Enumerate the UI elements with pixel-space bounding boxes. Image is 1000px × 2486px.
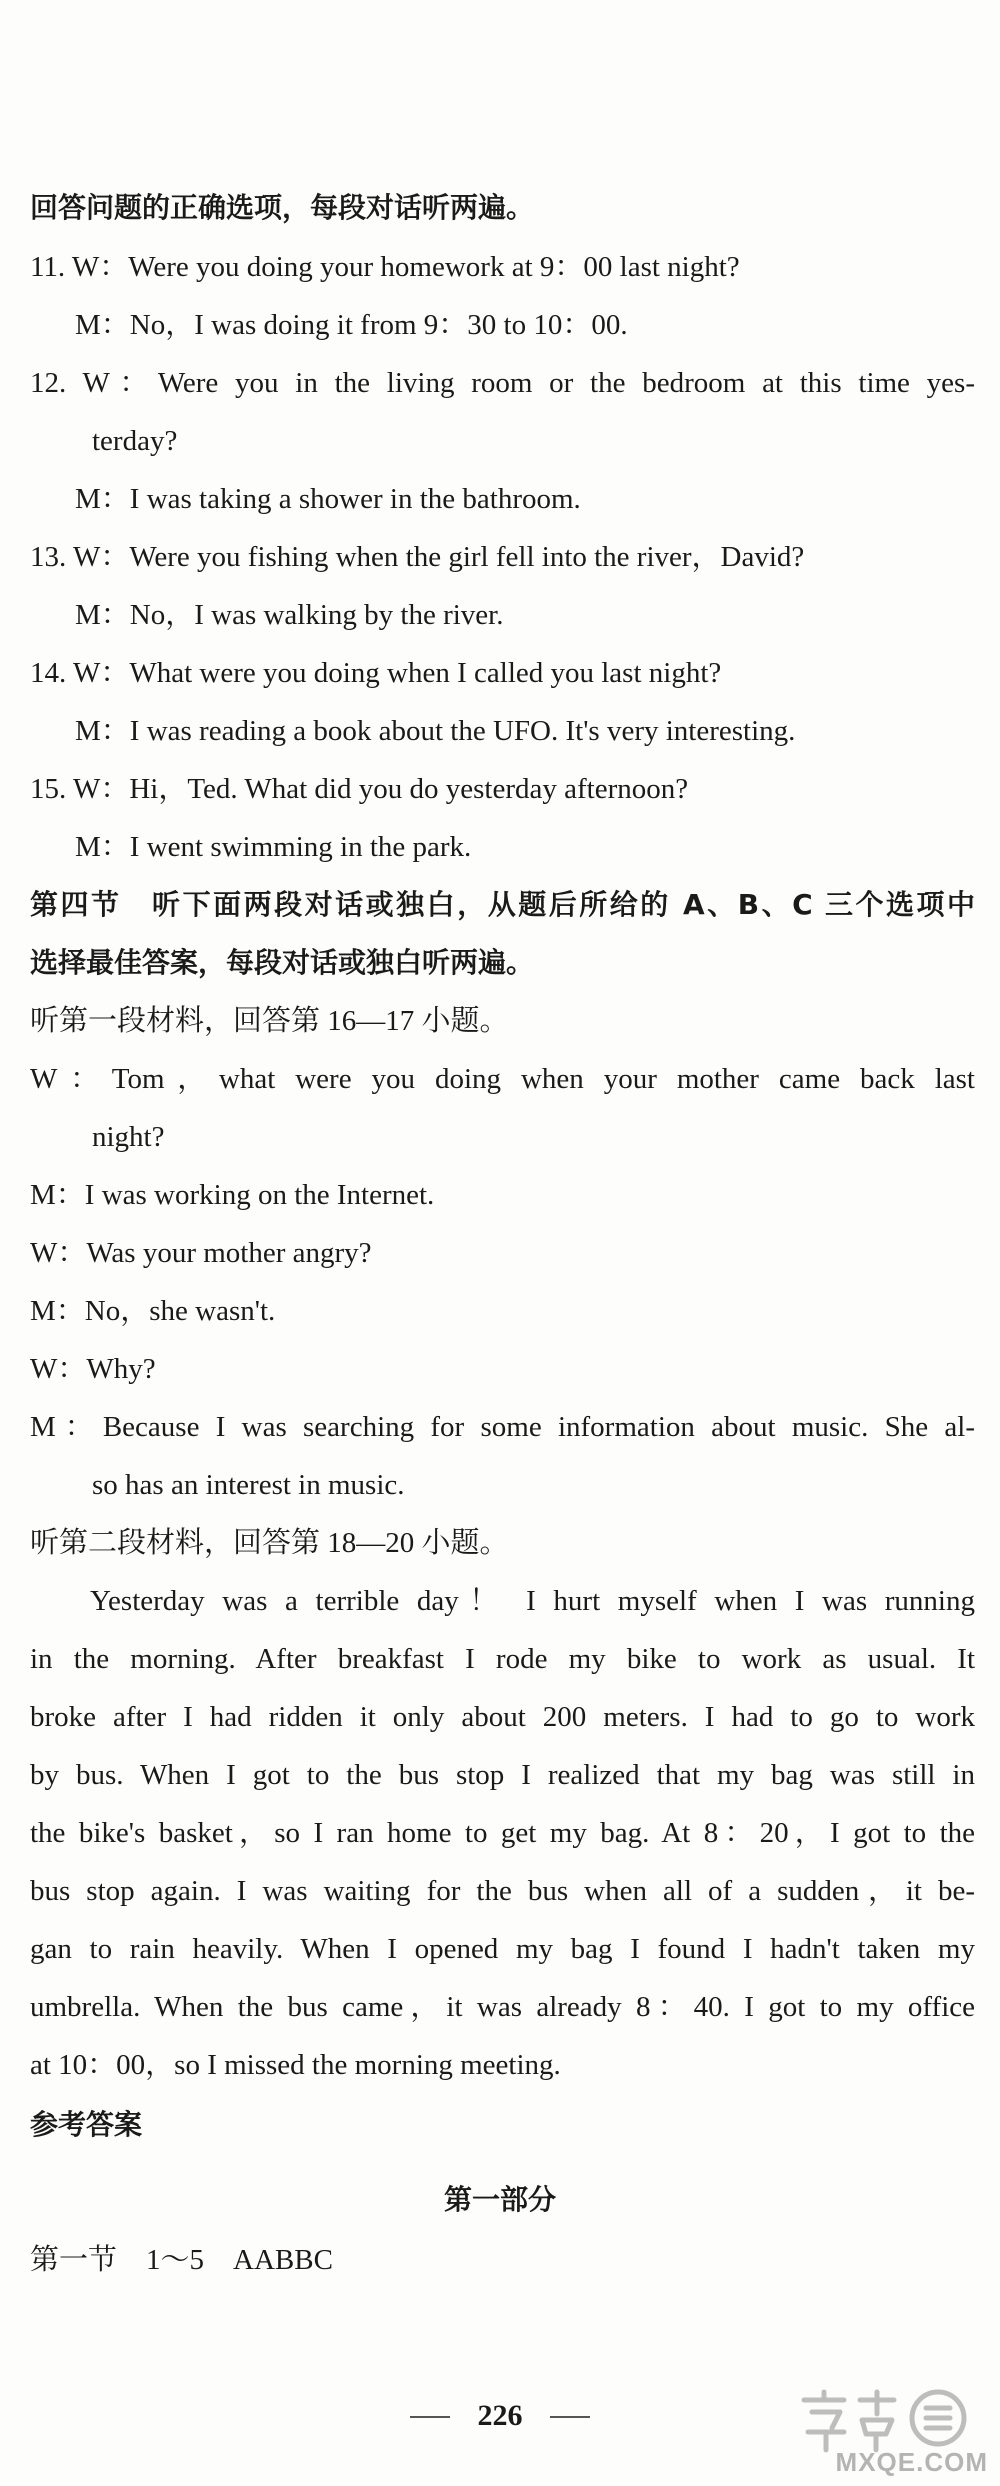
answer-key-heading: 参考答案 bbox=[30, 2108, 143, 2141]
passage-line: the bike's basket，so I ran home to get my bag. At 8：20，I got to the bbox=[30, 1817, 975, 1849]
dialogue-line: 11. W：Were you doing your homework at 9：00 last night? bbox=[30, 251, 740, 283]
passage-line: by bus. When I got to the bus stop I realized that my bag was still in bbox=[30, 1759, 975, 1791]
part-heading: 第一部分 bbox=[443, 2183, 556, 2216]
dialogue-line: M：I went swimming in the park. bbox=[75, 831, 472, 863]
passage-line: gan to rain heavily. When I opened my bag I found I hadn't taken my bbox=[30, 1933, 975, 1965]
dialogue-line: night? bbox=[92, 1121, 165, 1153]
watermark-text: MXQE.COM bbox=[835, 2447, 988, 2477]
passage-line: in the morning. After breakfast I rode my bike to work as usual. It bbox=[30, 1643, 975, 1675]
page-number: 226 bbox=[477, 2399, 523, 2432]
dialogue-line: W：Why? bbox=[30, 1353, 156, 1385]
dialogue-line: so has an interest in music. bbox=[92, 1469, 405, 1501]
dialogue-line: terday? bbox=[92, 425, 178, 457]
passage-line: at 10：00，so I missed the morning meeting. bbox=[30, 2049, 561, 2081]
dialogue-line: M：No，she wasn't. bbox=[30, 1295, 276, 1327]
instruction-text: 回答问题的正确选项，每段对话听两遍。 bbox=[30, 191, 535, 224]
dialogue-line: M：I was taking a shower in the bathroom. bbox=[75, 483, 581, 515]
dialogue-line: M：No，I was walking by the river. bbox=[75, 599, 504, 631]
dialogue-line: M：No，I was doing it from 9：30 to 10：00. bbox=[75, 309, 628, 341]
section-heading: 选择最佳答案，每段对话或独白听两遍。 bbox=[30, 946, 535, 979]
section-heading: 第四节 听下面两段对话或独白，从题后所给的 A、B、C 三个选项中 bbox=[30, 888, 975, 921]
dialogue-line: 13. W：Were you fishing when the girl fell into the river，David? bbox=[30, 541, 805, 573]
passage-line: broke after I had ridden it only about 200 meters. I had to go to work bbox=[30, 1701, 975, 1733]
dialogue-line: W：Tom，what were you doing when your mother came back last bbox=[30, 1063, 975, 1095]
dialogue-line: 15. W：Hi，Ted. What did you do yesterday afternoon? bbox=[30, 773, 689, 805]
dialogue-line: M：Because I was searching for some information about music. She al- bbox=[30, 1411, 975, 1443]
material-label: 听第二段材料，回答第 18—20 小题。 bbox=[30, 1527, 509, 1559]
dialogue-line: 14. W：What were you doing when I called you last night? bbox=[30, 657, 722, 689]
dialogue-line: M：I was reading a book about the UFO. It's very interesting. bbox=[75, 715, 796, 747]
dialogue-line: W：Was your mother angry? bbox=[30, 1237, 372, 1269]
material-label: 听第一段材料，回答第 16—17 小题。 bbox=[30, 1005, 509, 1037]
passage-line: Yesterday was a terrible day！ I hurt myself when I was running bbox=[90, 1585, 975, 1617]
page-number-rule-right bbox=[550, 2416, 590, 2418]
answer-line: 第一节 1～5 AABBC bbox=[30, 2244, 333, 2276]
passage-line: bus stop again. I was waiting for the bus when all of a sudden，it be- bbox=[30, 1875, 975, 1907]
dialogue-line: M：I was working on the Internet. bbox=[30, 1179, 435, 1211]
passage-line: umbrella. When the bus came，it was already 8：40. I got to my office bbox=[30, 1991, 975, 2023]
dialogue-line: 12. W：Were you in the living room or the bedroom at this time yes- bbox=[30, 367, 975, 399]
